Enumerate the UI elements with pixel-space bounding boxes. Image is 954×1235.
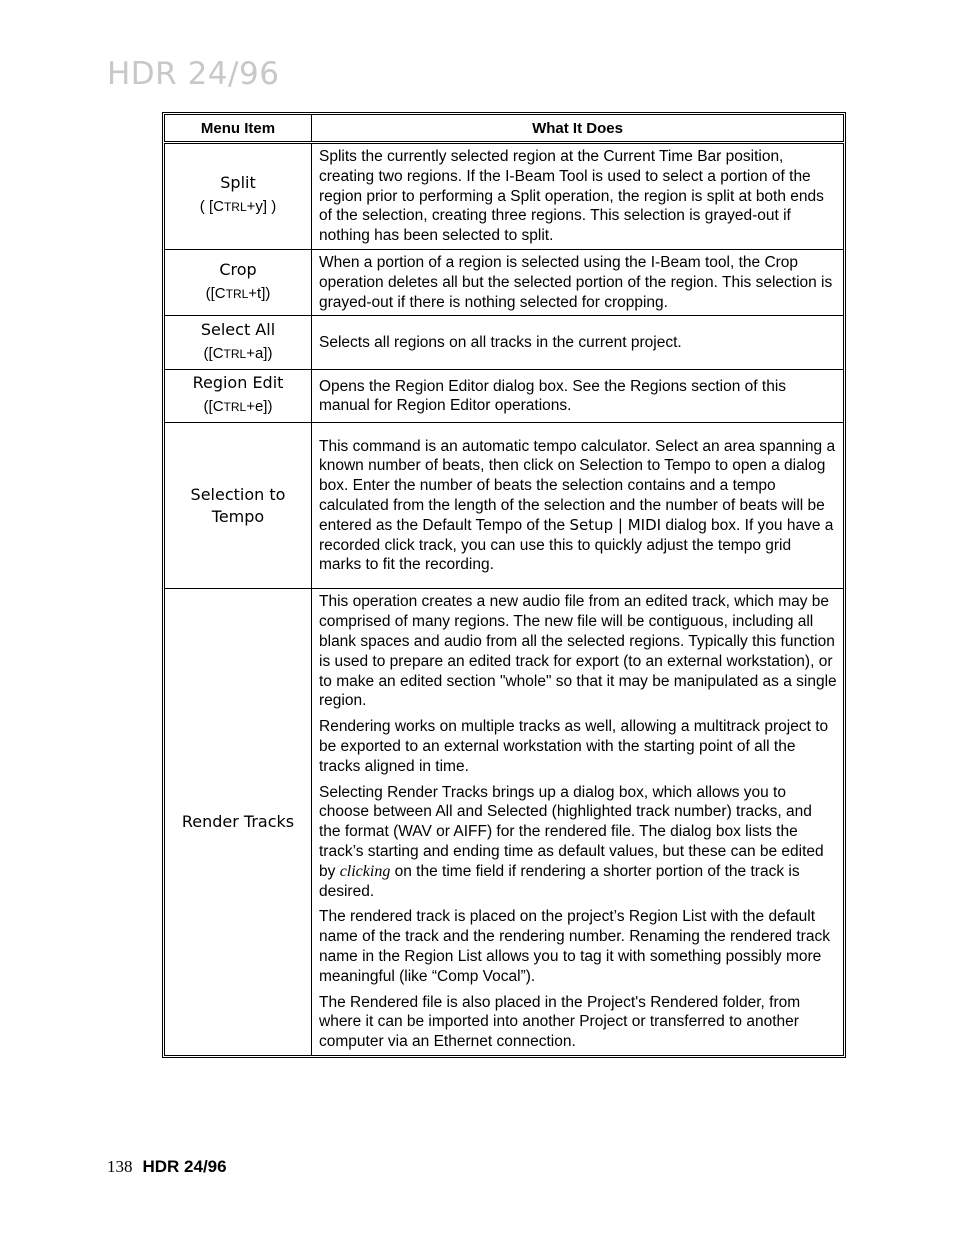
- table-row-region-edit: [165, 370, 844, 423]
- menu-item-description: This command is an automatic tempo calculator. Select an area spanning a known number of beats, then click on Selection to Tempo to open a dialog box. Enter the number of beats the selection contains and a tempo calculated from the length of the selection and the number of beats will be entered as the Default Tempo of the Setup | MIDI dialog box. If you have a recorded click track, you can use this to quickly adjust the tempo grid marks to fit the recording.: [312, 423, 844, 589]
- description-paragraph: The Rendered file is also placed in the Project's Rendered folder, from where it can be imported into another Project or transferred to another computer via an Ethernet connection.: [319, 993, 801, 1051]
- menu-item-name: Region Edit: [192, 373, 284, 393]
- menu-item-name: Selection to Tempo: [190, 484, 286, 526]
- menu-items-table: [162, 112, 846, 1058]
- column-header-what-it-does: What It Does: [312, 115, 844, 143]
- page-footer: [107, 1157, 227, 1177]
- table-row-render-tracks: [165, 589, 844, 1056]
- table-row-select-all: [165, 316, 844, 370]
- setup-midi-menu-reference: Setup | MIDI: [569, 515, 662, 534]
- menu-item-description: Selects all regions on all tracks in the current project.: [312, 316, 844, 370]
- running-header-title: HDR 24/96: [107, 56, 280, 92]
- table-header-row: [165, 115, 844, 143]
- footer-title: HDR 24/96: [142, 1157, 227, 1176]
- menu-item-cell: [165, 249, 312, 315]
- table-row-crop: [165, 249, 844, 315]
- menu-item-name: Render Tracks: [181, 812, 295, 832]
- menu-item-cell: [165, 589, 312, 1056]
- menu-item-shortcut: ([CTRL+t]): [205, 284, 271, 302]
- menu-item-cell: [165, 423, 312, 589]
- menu-item-shortcut: ([CTRL+a]): [203, 344, 273, 362]
- description-paragraph: The rendered track is placed on the project’s Region List with the default name of the track and the rendering number. Renaming the rendered track name in the Region List allows you to tag it with something possibly more meaningful (like “Comp Vocal”).: [319, 908, 830, 985]
- table-row-split: [165, 143, 844, 250]
- menu-item-name: Split: [220, 173, 256, 193]
- menu-item-description: Splits the currently selected region at the Current Time Bar position, creating two regions. If the I-Beam Tool is used to select a portion of the region prior to performing a Split operation, the region is split at both ends of the selection, creating three regions. This selection is grayed-out if nothing has been selected to split.: [312, 143, 844, 250]
- description-paragraph: This operation creates a new audio file from an edited track, which may be comprised of many regions. The new file will be contiguous, including all blank spaces and audio from all the selected regions. Typically this function is used to prepare an edited track for export (to an external workstation), or to make an edited section "whole" so that it may be manipulated as a single region.: [319, 593, 837, 710]
- menu-item-cell: [165, 143, 312, 250]
- menu-item-description: Opens the Region Editor dialog box. See the Regions section of this manual for Region Editor operations.: [312, 370, 844, 423]
- menu-item-description: When a portion of a region is selected using the I-Beam tool, the Crop operation deletes all but the selected portion of the region. This selection is grayed-out if there is nothing selected for cropping.: [312, 249, 844, 315]
- description-paragraph: Rendering works on multiple tracks as well, allowing a multitrack project to be exported to an external workstation with the starting point of all the tracks aligned in time.: [319, 718, 829, 775]
- menu-item-description: [312, 589, 844, 1056]
- menu-item-name: Select All: [200, 319, 276, 339]
- menu-item-shortcut: ([CTRL+e]): [203, 398, 273, 416]
- menu-item-cell: [165, 316, 312, 370]
- page-number: 138: [107, 1157, 133, 1176]
- description-paragraph: Selecting Render Tracks brings up a dialog box, which allows you to choose between All and Selected (highlighted track number) tracks, and the format (WAV or AIFF) for the rendered file. The dialog box lists the track’s starting and ending time as default values, but these can be edited by clicking on the time field if rendering a shorter portion of the track is desired.: [319, 783, 824, 900]
- column-header-menu-item: Menu Item: [165, 115, 312, 143]
- menu-item-name: Crop: [219, 259, 257, 279]
- table-row-selection-to-tempo: [165, 423, 844, 589]
- menu-item-shortcut: ( [CTRL+y] ): [199, 198, 277, 216]
- menu-item-cell: [165, 370, 312, 423]
